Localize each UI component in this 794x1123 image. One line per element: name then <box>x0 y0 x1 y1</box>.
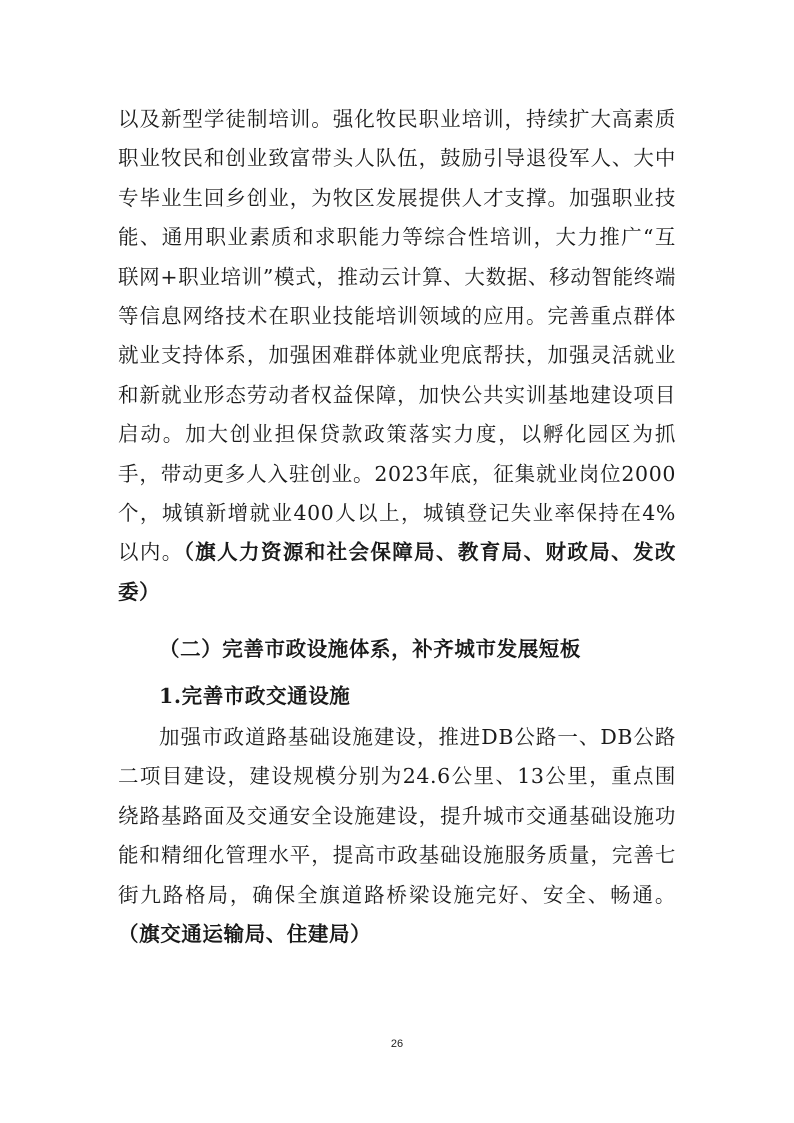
page-number: 26 <box>390 1038 404 1050</box>
body-paragraph <box>118 100 676 612</box>
paragraph-text: 以及新型学徒制培训。强化牧民职业培训，持续扩大高素质职业牧民和创业致富带头人队伍，鼓励引导退役军人、大中专毕业生回乡创业，为牧区发展提供人才支撑。加强职业技能、通用职业素质和求职能力等综合性培训，大力推广“互联网+职业培训”模式，推动云计算、大数据、移动智能终端等信息网络技术在职业技能培训领域的应用。完善重点群体就业支持体系，加强困难群体就业兜底帮扶，加强灵活就业和新就业形态劳动者权益保障，加快公共实训基地建设项目启动。加大创业担保贷款政策落实力度，以孵化园区为抓手，带动更多人入驻创业。2023年底，征集就业岗位2000个，城镇新增就业400人以上，城镇登记失业率保持在4%以内。 <box>118 107 676 565</box>
responsible-agencies: （旗人力资源和社会保障局、教育局、财政局、发改委） <box>118 540 676 604</box>
paragraph-text: 加强市政道路基础设施建设，推进DB公路一、DB公路二项目建设，建设规模分别为24.6公里、13公里，重点围绕路基路面及交通安全设施建设，提升城市交通基础设施功能和精细化管理水平，提高市政基础设施服务质量，完善七街九路格局，确保全旗道路桥梁设施完好、安全、畅通。 <box>118 725 676 907</box>
section-heading: （二）完善市政设施体系，补齐城市发展短板 <box>159 637 581 661</box>
subsection-heading: 1.完善市政交通设施 <box>159 684 351 708</box>
body-paragraph <box>118 718 676 954</box>
responsible-agencies: （旗交通运输局、住建局） <box>118 922 372 947</box>
